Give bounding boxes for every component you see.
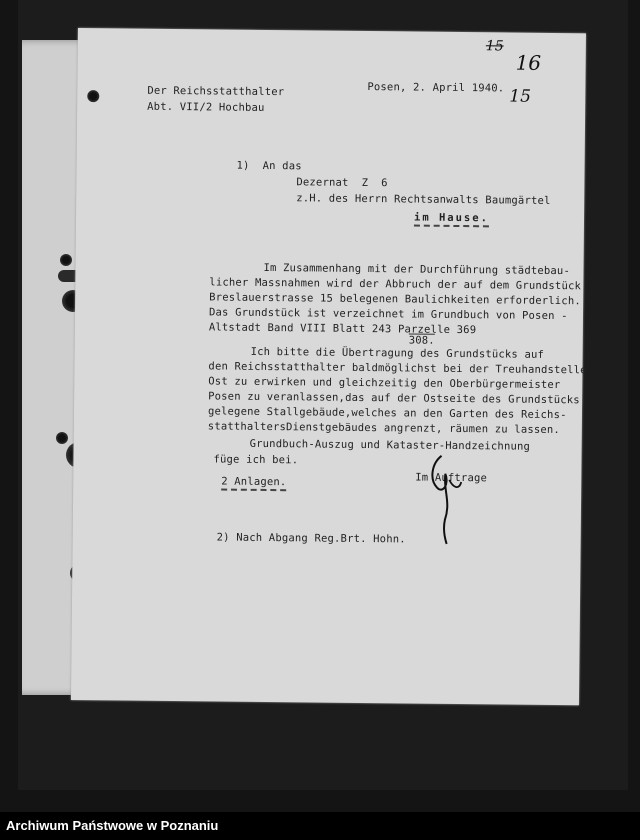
body-line: Im Zusammenhang mit der Durchführung städtebau- [263,261,571,278]
punch-hole [56,432,68,444]
body-line: Breslauerstrasse 15 belegenen Baulichkeiten erforderlich. [209,291,581,308]
body-line: Altstadt Band VIII Blatt 243 Parzelle 369 [208,321,477,337]
body-line: statthaltersDienstgebäudes angrenzt, räumen zu lassen. [207,420,561,437]
body-line: Ost zu erwirken und gleichzeitig den Oberbürgermeister [208,375,561,392]
crossed-page-number: 15 [485,38,504,55]
body-line: licher Massnahmen wird der Abbruch der auf dem Grundstück [209,276,582,293]
document-page [71,28,586,705]
addressee-line: Dezernat Z 6 [296,176,388,190]
instruction-line: 2) Nach Abgang Reg.Brt. Hohn. [216,531,406,546]
signature-scribble [423,450,468,546]
body-line: den Reichsstatthalter baldmöglichst bei der Treuhandstelle [208,360,587,377]
page-number-secondary: 15 [509,86,532,107]
addressee-line: 1) An das [236,159,302,173]
place-date: Posen, 2. April 1940. [367,81,505,95]
parcel-denominator: 308. [408,334,435,347]
page-number: 16 [515,50,542,75]
punch-hole [60,254,72,266]
addressee-line: z.H. des Herrn Rechtsanwalts Baumgärtel [296,192,551,207]
letterhead-authority: Der Reichsstatthalter [147,84,285,99]
body-line: Ich bitte die Übertragung des Grundstücks auf [250,345,545,361]
archive-footer [0,812,640,840]
body-line: gelegene Stallgebäude,welches an den Garten des Reichs- [207,405,567,422]
body-line: Das Grundstück ist verzeichnet im Grundbuch von Posen - [208,306,568,323]
letterhead-department: Abt. VII/2 Hochbau [147,100,265,114]
addressee-line: im Hause. [414,212,489,228]
archive-name: Archiwum Państwowe w Poznaniu [6,818,219,833]
body-line: füge ich bei. [213,453,299,467]
body-line: Grundbuch-Auszug und Kataster-Handzeichnung [249,437,531,453]
body-line: Posen zu veranlassen,das auf der Ostseite des Grundstücks [208,390,580,407]
signature-label: Im Auftrage [415,471,488,485]
enclosures: 2 Anlagen. [221,476,286,492]
punch-hole [87,90,99,102]
